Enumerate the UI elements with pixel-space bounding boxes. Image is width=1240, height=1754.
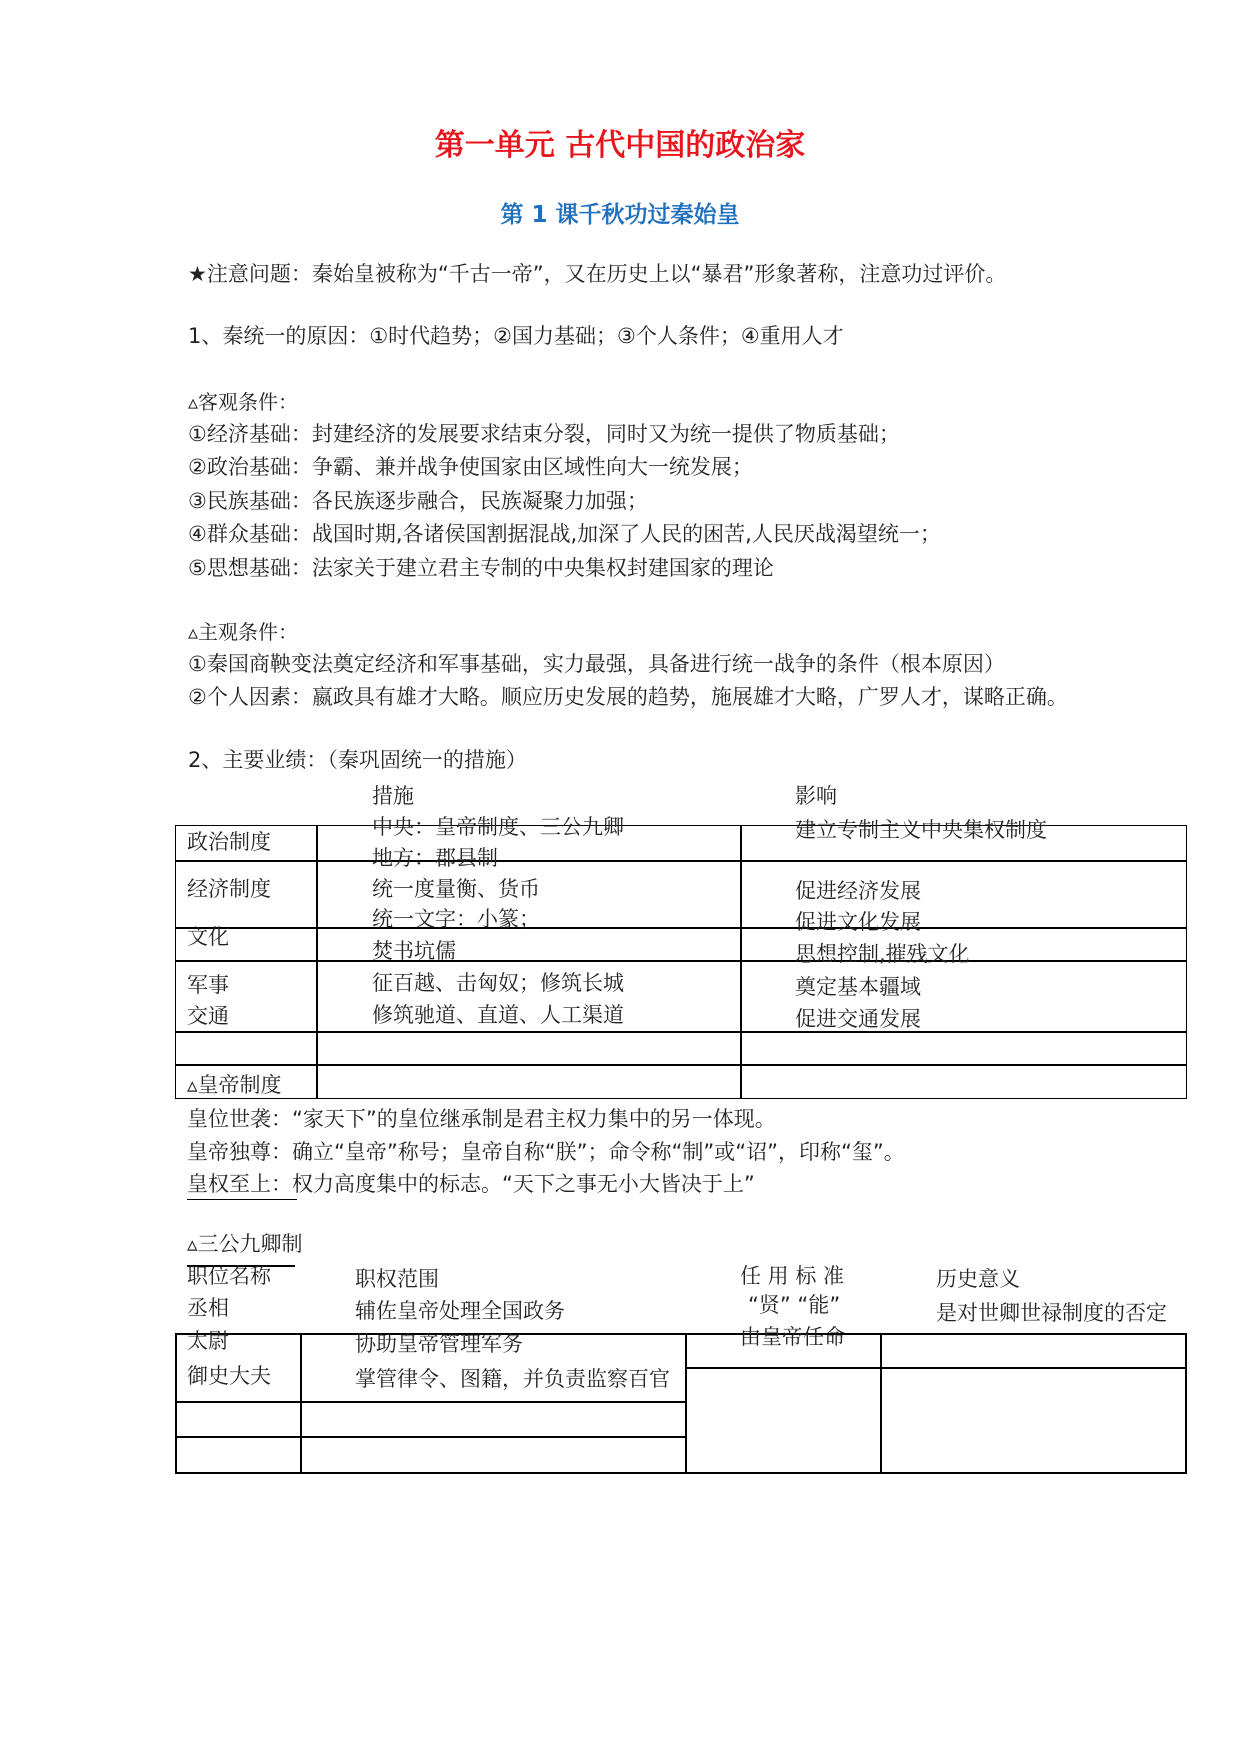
table-divider	[316, 825, 318, 1099]
table-divider	[1185, 1333, 1187, 1474]
objective-item: ③民族基础：各民族逐步融合，民族凝聚力加强；	[188, 489, 648, 513]
position-header: 职位名称	[187, 1264, 271, 1288]
table-rule	[175, 860, 1187, 862]
measures-table	[175, 825, 1187, 1099]
meaning-header: 历史意义	[936, 1267, 1020, 1291]
emperor-item: 皇权至上：权力高度集中的标志。“天下之事无小大皆决于上”	[187, 1172, 755, 1196]
emperor-item: 皇帝独尊：确立“皇帝”称号；皇帝自称“朕”；命令称“制”或“诏”，印称“玺”。	[187, 1140, 905, 1164]
table-rule	[175, 1436, 686, 1438]
row-impact: 促进交通发展	[795, 1007, 921, 1031]
position-cell: 御史大夫	[187, 1364, 271, 1388]
position-cell: 丞相	[187, 1296, 229, 1320]
row-measure: 征百越、击匈奴；修筑长城	[372, 971, 624, 995]
objective-item: ⑤思想基础：法家关于建立君主专制的中央集权封建国家的理论	[188, 556, 774, 580]
table-divider	[740, 825, 742, 1099]
scope-cell: 掌管律令、图籍，并负责监察百官	[355, 1367, 670, 1391]
subjective-item: ①秦国商鞅变法奠定经济和军事基础，实力最强，具备进行统一战争的条件（根本原因）	[188, 652, 1005, 676]
table-rule	[175, 1031, 1187, 1033]
sangong-label: ▵三公九卿制	[187, 1232, 303, 1256]
row-category: 政治制度	[187, 830, 271, 854]
table-rule	[175, 1401, 686, 1403]
objective-item: ④群众基础：战国时期,各诸侯国割据混战,加深了人民的困苦,人民厌战渴望统一；	[188, 522, 941, 546]
objective-label: ▵客观条件：	[188, 390, 299, 414]
table-rule	[686, 1367, 1187, 1369]
table-divider	[175, 1333, 177, 1474]
row-category: 军事	[187, 973, 229, 997]
table-divider	[880, 1333, 882, 1474]
objective-item: ①经济基础：封建经济的发展要求结束分裂，同时又为统一提供了物质基础；	[188, 422, 900, 446]
measures-header: 措施	[372, 784, 414, 808]
position-cell: 太尉	[187, 1329, 229, 1353]
section2-heading: 2、主要业绩：（秦巩固统一的措施）	[188, 748, 527, 772]
table-divider	[300, 1333, 302, 1474]
scope-cell: 辅佐皇帝处理全国政务	[355, 1299, 565, 1323]
underline	[187, 1199, 297, 1200]
attention-note: ★注意问题：秦始皇被称为“千古一帝”，又在历史上以“暴君”形象著称，注意功过评价。	[188, 262, 1007, 286]
scope-header: 职权范围	[355, 1267, 439, 1291]
scope-cell: 协助皇帝管理军务	[355, 1332, 523, 1356]
section1-heading: 1、秦统一的原因：①时代趋势；②国力基础；③个人条件；④重用人才	[188, 324, 844, 348]
objective-item: ②政治基础：争霸、兼并战争使国家由区域性向大一统发展；	[188, 455, 753, 479]
subjective-label: ▵主观条件：	[188, 620, 299, 644]
table-rule	[175, 1064, 1187, 1066]
row-measure: 统一度量衡、货币	[372, 877, 540, 901]
impact-header: 影响	[795, 784, 837, 808]
row-measure: 焚书坑儒	[372, 939, 456, 963]
row-impact: 建立专制主义中央集权制度	[795, 818, 1047, 842]
page-title: 第一单元 古代中国的政治家	[434, 128, 806, 163]
row-category: 文化	[187, 925, 229, 949]
row-impact: 奠定基本疆域	[795, 975, 921, 999]
row-measure: 修筑驰道、直道、人工渠道	[372, 1003, 624, 1027]
emperor-system-label: ▵皇帝制度	[187, 1073, 282, 1097]
row-category: 交通	[187, 1004, 229, 1028]
row-impact: 思想控制,摧残文化	[795, 942, 970, 966]
meaning-cell: 是对世卿世禄制度的否定	[936, 1301, 1167, 1325]
row-measure: 中央：皇帝制度、三公九卿	[372, 815, 624, 839]
row-impact: 促进文化发展	[795, 910, 921, 934]
table-divider	[685, 1333, 687, 1474]
standard-cell: 由皇帝任命	[740, 1325, 845, 1349]
row-measure: 地方：郡县制	[372, 846, 498, 870]
standard-cell: “贤” “能”	[748, 1293, 841, 1317]
table-rule	[175, 960, 1187, 962]
row-category: 经济制度	[187, 877, 271, 901]
lesson-title: 第 1 课千秋功过秦始皇	[500, 202, 740, 228]
row-measure: 统一文字：小篆；	[372, 907, 540, 931]
row-impact: 促进经济发展	[795, 879, 921, 903]
table-rule	[175, 927, 1187, 929]
emperor-item: 皇位世袭：“家天下”的皇位继承制是君主权力集中的另一体现。	[187, 1107, 776, 1131]
subjective-item: ②个人因素：嬴政具有雄才大略。顺应历史发展的趋势，施展雄才大略，广罗人才，谋略正确。	[188, 685, 1068, 709]
table-rule	[175, 1472, 1187, 1474]
table-rule	[175, 1333, 1187, 1335]
standard-header: 任 用 标 准	[740, 1264, 845, 1288]
